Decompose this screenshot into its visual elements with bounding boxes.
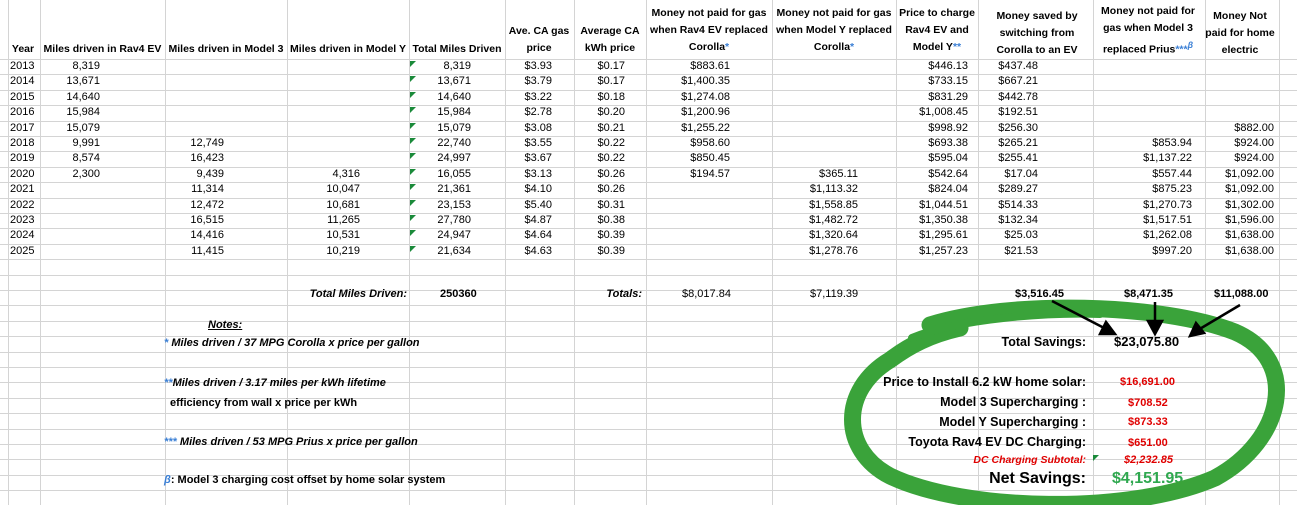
- cell-charge[interactable]: $542.64: [928, 168, 968, 180]
- cell-gas-rav4[interactable]: $194.57: [690, 168, 730, 180]
- rav4-dc-charging-value[interactable]: $651.00: [1128, 437, 1168, 449]
- cell-total[interactable]: 8,319: [443, 60, 471, 72]
- cell-total[interactable]: 13,671: [437, 75, 471, 87]
- grid-row-line: [0, 305, 1297, 306]
- note-prius: [164, 436, 418, 448]
- cell-year[interactable]: 2023: [10, 214, 35, 226]
- note-beta: [164, 474, 445, 486]
- header-model3-miles[interactable]: Miles driven in Model 3: [168, 43, 284, 55]
- cell-saved[interactable]: $514.33: [998, 199, 1038, 211]
- header-prius-text: Money not paid for gas when Model 3 replaced Prius: [1101, 5, 1195, 56]
- pointer-arrows: [1052, 301, 1240, 336]
- cell-gas[interactable]: $3.22: [524, 91, 552, 103]
- cell-electric[interactable]: $1,638.00: [1225, 245, 1274, 257]
- cell-prius[interactable]: $875.23: [1152, 183, 1192, 195]
- cell-charge[interactable]: $595.04: [928, 152, 968, 164]
- cell-gas-modely[interactable]: $1,558.85: [809, 199, 858, 211]
- cell-year[interactable]: 2025: [10, 245, 35, 257]
- cell-gas[interactable]: $4.10: [524, 183, 552, 195]
- cell-charge[interactable]: $998.92: [928, 122, 968, 134]
- header-charge-price[interactable]: [896, 5, 978, 56]
- cell-gas[interactable]: $4.64: [524, 229, 552, 241]
- cell-total[interactable]: 24,947: [437, 229, 471, 241]
- notes-title: Notes:: [208, 319, 243, 331]
- cell-gas-modely[interactable]: $365.11: [819, 168, 858, 180]
- total-money-saved[interactable]: $3,516.45: [1015, 288, 1064, 300]
- cell-electric[interactable]: $924.00: [1234, 137, 1274, 149]
- cell-saved[interactable]: $437.48: [998, 60, 1038, 72]
- beta-mark: β: [1187, 40, 1194, 50]
- cell-year[interactable]: 2015: [10, 91, 35, 103]
- double-asterisk-mark: **: [952, 41, 962, 53]
- cell-prius[interactable]: $853.94: [1152, 137, 1192, 149]
- cell-charge[interactable]: $831.29: [928, 91, 968, 103]
- cell-prius[interactable]: $1,517.51: [1143, 214, 1192, 226]
- cell-total[interactable]: 16,055: [437, 168, 471, 180]
- cell-kwh[interactable]: $0.31: [597, 199, 625, 211]
- formula-warning-icon[interactable]: [410, 230, 416, 236]
- cell-kwh[interactable]: $0.17: [597, 60, 625, 72]
- arrow-head-icon: [1190, 323, 1204, 336]
- note-kwh-text: Miles driven / 3.17 miles per kWh lifetime: [172, 377, 386, 389]
- cell-electric[interactable]: $882.00: [1234, 122, 1274, 134]
- cell-gas[interactable]: $5.40: [524, 199, 552, 211]
- cell-gas[interactable]: $3.55: [524, 137, 552, 149]
- modely-supercharging-value[interactable]: $873.33: [1128, 416, 1168, 428]
- grid-row-line: [0, 321, 1297, 322]
- cell-prius[interactable]: $997.20: [1152, 245, 1192, 257]
- header-kwh-price[interactable]: Average CA kWh price: [580, 25, 640, 54]
- formula-warning-icon[interactable]: [410, 138, 416, 144]
- cell-year[interactable]: 2014: [10, 75, 35, 87]
- cell-kwh[interactable]: $0.18: [597, 91, 625, 103]
- formula-warning-icon[interactable]: [410, 169, 416, 175]
- cell-total[interactable]: 21,634: [437, 245, 471, 257]
- cell-gas-rav4[interactable]: $850.45: [690, 152, 730, 164]
- header-gas-price[interactable]: Ave. CA gas price: [508, 25, 570, 54]
- cell-year[interactable]: 2024: [10, 229, 35, 241]
- grid-row-line: [0, 413, 1297, 414]
- arrow-head-icon: [1148, 321, 1162, 334]
- net-savings-value[interactable]: $4,151.95: [1112, 470, 1184, 487]
- cell-gas-rav4[interactable]: $1,255.22: [681, 122, 730, 134]
- grid-row-line: [0, 259, 1297, 260]
- cell-rav4[interactable]: 14,640: [66, 91, 100, 103]
- cell-gas[interactable]: $3.08: [524, 122, 552, 134]
- cell-model3[interactable]: 12,749: [190, 137, 224, 149]
- model3-supercharging-value[interactable]: $708.52: [1128, 397, 1168, 409]
- cell-model3[interactable]: 16,423: [190, 152, 224, 164]
- cell-charge[interactable]: $1,257.23: [919, 245, 968, 257]
- dc-subtotal-label[interactable]: DC Charging Subtotal:: [973, 454, 1086, 466]
- cell-prius[interactable]: $1,270.73: [1143, 199, 1192, 211]
- formula-warning-icon[interactable]: [410, 215, 416, 221]
- formula-warning-icon[interactable]: [410, 246, 416, 252]
- cell-electric[interactable]: $1,302.00: [1225, 199, 1274, 211]
- net-savings-label[interactable]: Net Savings:: [989, 470, 1086, 487]
- cell-gas[interactable]: $4.63: [524, 245, 552, 257]
- grid-row-line: [0, 275, 1297, 276]
- cell-modely[interactable]: 4,316: [332, 168, 360, 180]
- header-gas-modely-text: Money not paid for gas when Model Y replaced Corolla: [776, 7, 892, 53]
- note-prius-text: Miles driven / 53 MPG Prius x price per gallon: [179, 436, 418, 448]
- cell-gas-modely[interactable]: $1,113.32: [809, 183, 858, 195]
- header-money-saved[interactable]: Money saved by switching from Corolla to an EV: [996, 10, 1078, 56]
- cell-kwh[interactable]: $0.20: [597, 106, 625, 118]
- cell-rav4[interactable]: 13,671: [66, 75, 100, 87]
- formula-warning-icon[interactable]: [410, 107, 416, 113]
- cell-model3[interactable]: 16,515: [190, 214, 224, 226]
- grid-row-line: [0, 429, 1297, 430]
- double-asterisk-mark: **: [164, 377, 173, 389]
- cell-gas[interactable]: $4.87: [524, 214, 552, 226]
- cell-saved[interactable]: $256.30: [998, 122, 1038, 134]
- cell-total[interactable]: 15,079: [437, 122, 471, 134]
- cell-model3[interactable]: 11,314: [191, 183, 224, 195]
- header-gas-rav4-text: Money not paid for gas when Rav4 EV replaced Corolla: [650, 7, 768, 53]
- cell-kwh[interactable]: $0.26: [597, 168, 625, 180]
- cell-kwh[interactable]: $0.38: [597, 214, 625, 226]
- triple-asterisk-mark: ***: [164, 436, 177, 448]
- cell-electric[interactable]: $1,092.00: [1225, 183, 1274, 195]
- cell-electric[interactable]: $1,596.00: [1225, 214, 1274, 226]
- cell-year[interactable]: 2022: [10, 199, 35, 211]
- total-prius[interactable]: $8,471.35: [1124, 288, 1173, 300]
- note-corolla-text: Miles driven / 37 MPG Corolla x price per gallon: [171, 337, 420, 349]
- header-rav4-miles[interactable]: Miles driven in Rav4 EV: [43, 43, 162, 55]
- cell-saved[interactable]: $255.41: [998, 152, 1038, 164]
- header-charge-text: Price to charge Rav4 EV and Model Y: [899, 7, 975, 53]
- cell-charge[interactable]: $1,350.38: [919, 214, 968, 226]
- cell-kwh[interactable]: $0.17: [597, 75, 625, 87]
- cell-charge[interactable]: $1,044.51: [919, 199, 968, 211]
- cell-gas[interactable]: $2.78: [524, 106, 552, 118]
- formula-warning-icon[interactable]: [410, 123, 416, 129]
- note-beta-text: : Model 3 charging cost offset by home solar system: [170, 474, 446, 486]
- cell-modely[interactable]: 10,047: [326, 183, 360, 195]
- formula-warning-icon[interactable]: [410, 61, 416, 67]
- header-year[interactable]: Year: [11, 43, 35, 55]
- cell-gas[interactable]: $3.13: [524, 168, 552, 180]
- cell-gas-modely[interactable]: $1,278.76: [809, 245, 858, 257]
- cell-total[interactable]: 22,740: [437, 137, 471, 149]
- cell-rav4[interactable]: 15,079: [66, 122, 100, 134]
- cell-total[interactable]: 24,997: [437, 152, 471, 164]
- cell-rav4[interactable]: 2,300: [72, 168, 100, 180]
- cell-model3[interactable]: 14,416: [190, 229, 224, 241]
- cell-prius[interactable]: $557.44: [1152, 168, 1192, 180]
- grid-row-line: [0, 490, 1297, 491]
- cell-total[interactable]: 27,780: [437, 214, 471, 226]
- cell-year[interactable]: 2021: [10, 183, 35, 195]
- cell-kwh[interactable]: $0.22: [597, 152, 625, 164]
- cell-year[interactable]: 2013: [10, 60, 35, 72]
- cell-saved[interactable]: $25.03: [1004, 229, 1038, 241]
- cell-rav4[interactable]: 8,319: [72, 60, 100, 72]
- asterisk-mark: *: [850, 41, 855, 53]
- totals-label[interactable]: Totals:: [606, 288, 642, 300]
- cell-electric[interactable]: $1,092.00: [1225, 168, 1274, 180]
- note-kwh-line2: efficiency from wall x price per kWh: [170, 397, 358, 409]
- cell-saved[interactable]: $17.04: [1004, 168, 1038, 180]
- cell-gas[interactable]: $3.79: [524, 75, 552, 87]
- cell-gas-modely[interactable]: $1,482.72: [809, 214, 858, 226]
- cell-model3[interactable]: 11,415: [191, 245, 224, 257]
- cell-total[interactable]: 23,153: [437, 199, 471, 211]
- asterisk-mark: *: [725, 41, 730, 53]
- cell-gas-rav4[interactable]: $1,200.96: [681, 106, 730, 118]
- total-savings-value[interactable]: $23,075.80: [1114, 334, 1180, 349]
- header-gas-modely[interactable]: [772, 5, 896, 56]
- asterisk-mark: *: [164, 337, 169, 349]
- cell-kwh[interactable]: $0.26: [597, 183, 625, 195]
- cell-kwh[interactable]: $0.22: [597, 137, 625, 149]
- cell-year[interactable]: 2018: [10, 137, 35, 149]
- cell-model3[interactable]: 12,472: [190, 199, 224, 211]
- cell-total[interactable]: 21,361: [437, 183, 471, 195]
- cell-total[interactable]: 15,984: [437, 106, 471, 118]
- total-gas-modely[interactable]: $7,119.39: [810, 288, 859, 300]
- header-prius[interactable]: [1093, 3, 1203, 59]
- arrow-head-icon: [1100, 322, 1115, 334]
- header-home-electric[interactable]: Money Not paid for home electric: [1205, 10, 1275, 56]
- cell-prius[interactable]: $1,137.22: [1143, 152, 1192, 164]
- formula-warning-icon[interactable]: [410, 200, 416, 206]
- cell-charge[interactable]: $446.13: [928, 60, 968, 72]
- model3-supercharging-label[interactable]: Model 3 Supercharging :: [940, 395, 1086, 409]
- cell-saved[interactable]: $442.78: [998, 91, 1038, 103]
- solar-install-value[interactable]: $16,691.00: [1120, 376, 1176, 388]
- grid-row-line: [0, 290, 1297, 291]
- beta-mark: β: [164, 474, 171, 486]
- cell-saved[interactable]: $132.34: [998, 214, 1038, 226]
- cell-gas-rav4[interactable]: $1,400.35: [681, 75, 730, 87]
- cell-gas[interactable]: $3.67: [524, 152, 552, 164]
- cell-modely[interactable]: 10,219: [326, 245, 360, 257]
- cell-year[interactable]: 2019: [10, 152, 35, 164]
- cell-rav4[interactable]: 9,991: [72, 137, 100, 149]
- header-total-miles[interactable]: Total Miles Driven: [412, 43, 502, 55]
- cell-total[interactable]: 14,640: [437, 91, 471, 103]
- total-savings-label[interactable]: Total Savings:: [1001, 335, 1086, 349]
- note-corolla: [164, 337, 420, 349]
- formula-warning-icon[interactable]: [410, 184, 416, 190]
- total-miles-value[interactable]: 250360: [440, 288, 477, 300]
- cell-prius[interactable]: $1,262.08: [1143, 229, 1192, 241]
- cell-electric[interactable]: $1,638.00: [1225, 229, 1274, 241]
- triple-asterisk-mark: ***: [1175, 43, 1188, 56]
- cell-saved[interactable]: $289.27: [998, 183, 1038, 195]
- cell-model3[interactable]: 9,439: [196, 168, 224, 180]
- modely-supercharging-label[interactable]: Model Y Supercharging :: [939, 415, 1086, 429]
- cell-modely[interactable]: 10,531: [326, 229, 360, 241]
- cell-kwh[interactable]: $0.39: [597, 245, 625, 257]
- grid-row-line: [0, 459, 1297, 460]
- cell-saved[interactable]: $265.21: [998, 137, 1038, 149]
- cell-kwh[interactable]: $0.39: [597, 229, 625, 241]
- header-modely-miles[interactable]: Miles driven in Model Y: [290, 43, 406, 55]
- grid-row-line: [0, 367, 1297, 368]
- rav4-dc-charging-label[interactable]: Toyota Rav4 EV DC Charging:: [908, 435, 1086, 449]
- cell-modely[interactable]: 10,681: [326, 199, 360, 211]
- header-gas-rav4[interactable]: [646, 5, 772, 56]
- cell-modely[interactable]: 11,265: [327, 214, 360, 226]
- total-home-electric[interactable]: $11,088.00: [1214, 288, 1269, 300]
- cell-year[interactable]: 2016: [10, 106, 35, 118]
- formula-warning-icon[interactable]: [410, 153, 416, 159]
- dc-subtotal-value[interactable]: $2,232.85: [1124, 454, 1173, 466]
- cell-kwh[interactable]: $0.21: [597, 122, 625, 134]
- total-gas-rav4[interactable]: $8,017.84: [682, 288, 731, 300]
- note-kwh-line1: [164, 377, 386, 389]
- cell-year[interactable]: 2020: [10, 168, 35, 180]
- cell-saved[interactable]: $667.21: [998, 75, 1038, 87]
- cell-charge[interactable]: $1,008.45: [919, 106, 968, 118]
- cell-gas-rav4[interactable]: $958.60: [690, 137, 730, 149]
- cell-charge[interactable]: $824.04: [928, 183, 968, 195]
- cell-charge[interactable]: $1,295.61: [919, 229, 968, 241]
- formula-warning-icon[interactable]: [410, 76, 416, 82]
- grid-row-line: [0, 352, 1297, 353]
- cell-charge[interactable]: $733.15: [928, 75, 968, 87]
- cell-charge[interactable]: $693.38: [928, 137, 968, 149]
- cell-year[interactable]: 2017: [10, 122, 35, 134]
- solar-install-label[interactable]: Price to Install 6.2 kW home solar:: [883, 375, 1086, 389]
- formula-warning-icon[interactable]: [410, 92, 416, 98]
- cell-rav4[interactable]: 8,574: [72, 152, 100, 164]
- cell-electric[interactable]: $924.00: [1234, 152, 1274, 164]
- cell-gas[interactable]: $3.93: [524, 60, 552, 72]
- cell-saved[interactable]: $192.51: [998, 106, 1038, 118]
- formula-warning-icon[interactable]: [1093, 455, 1099, 461]
- cell-saved[interactable]: $21.53: [1004, 245, 1038, 257]
- cell-gas-rav4[interactable]: $883.61: [690, 60, 730, 72]
- cell-rav4[interactable]: 15,984: [66, 106, 100, 118]
- total-miles-label[interactable]: Total Miles Driven:: [309, 288, 407, 300]
- cell-gas-modely[interactable]: $1,320.64: [809, 229, 858, 241]
- cell-gas-rav4[interactable]: $1,274.08: [681, 91, 730, 103]
